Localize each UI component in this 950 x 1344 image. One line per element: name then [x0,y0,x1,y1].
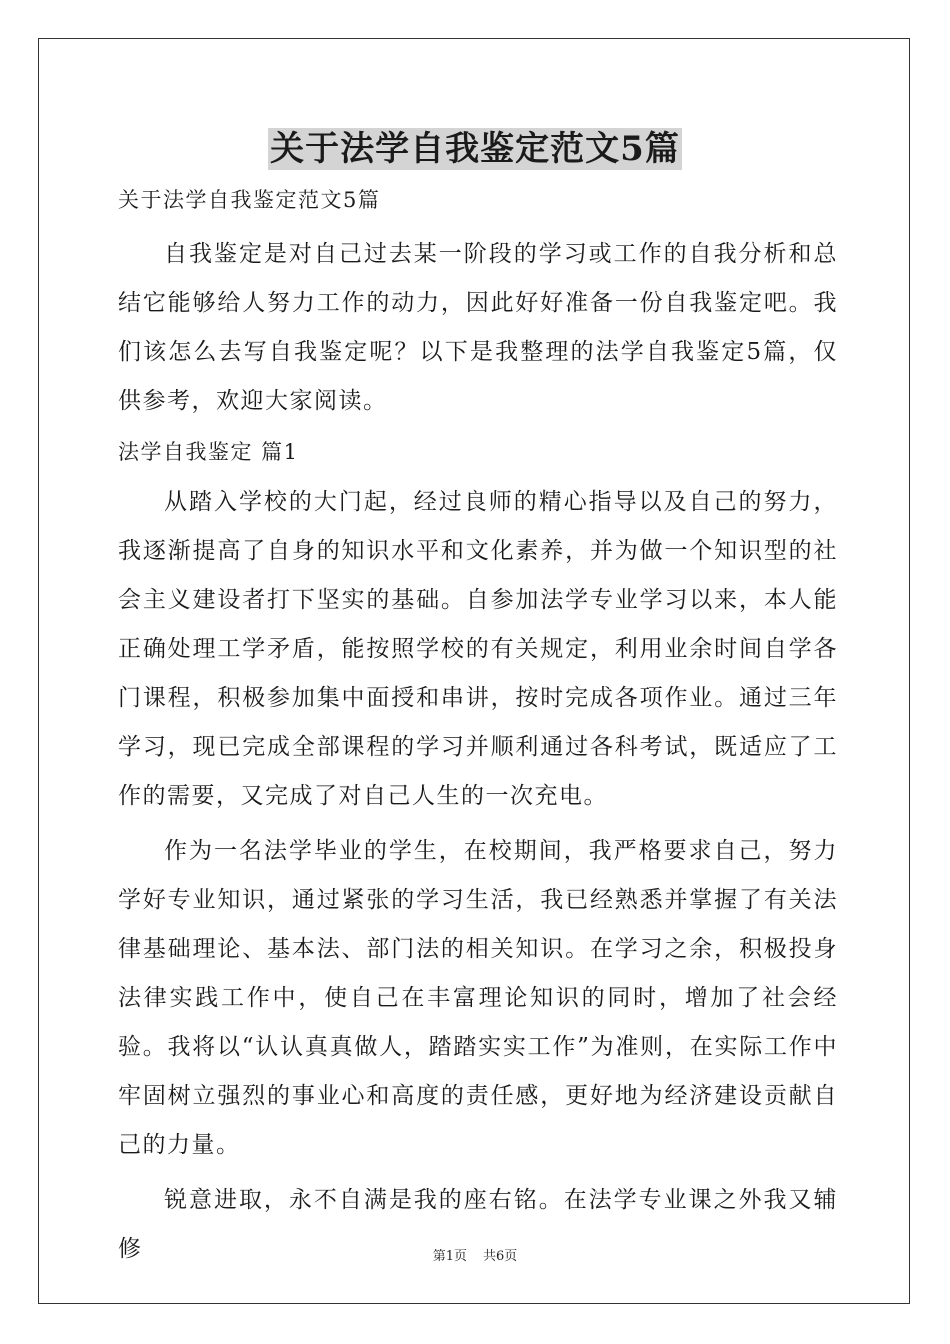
document-body [118,180,838,1280]
title-container [0,128,950,170]
document-title: 关于法学自我鉴定范文5篇 [270,129,680,169]
body-paragraph: 锐意进取，永不自满是我的座右铭。在法学专业课之外我又辅修 [118,1187,838,1262]
body-paragraph: 从踏入学校的大门起，经过良师的精心指导以及自己的努力，我逐渐提高了自身的知识水平和文化素养，并为做一个知识型的社会主义建设者打下坚实的基础。自参加法学专业学习以来，本人能正确处理工学矛盾，能按照学校的有关规定，利用业余时间自学各门课程，积极参加集中面授和串讲，按时完成各项作业。通过三年学习，现已完成全部课程的学习并顺利通过各科考试，既适应了工作的需要，又完成了对自己人生的一次充电。 [118,489,838,809]
document-subtitle: 关于法学自我鉴定范文5篇 [118,188,381,212]
intro-paragraph: 自我鉴定是对自己过去某一阶段的学习或工作的自我分析和总结它能够给人努力工作的动力，因此好好准备一份自我鉴定吧。我们该怎么去写自我鉴定呢？以下是我整理的法学自我鉴定5篇，仅供参考，欢迎大家阅读。 [118,241,838,414]
section-heading: 法学自我鉴定 篇1 [118,440,299,464]
page-footer [0,1248,950,1266]
page-number: 第1页 [432,1249,467,1264]
body-paragraph: 作为一名法学毕业的学生，在校期间，我严格要求自己，努力学好专业知识，通过紧张的学习生活，我已经熟悉并掌握了有关法律基础理论、基本法、部门法的相关知识。在学习之余，积极投身法律实践工作中，使自己在丰富理论知识的同时，增加了社会经验。我将以“认认真真做人，踏踏实实工作”为准则，在实际工作中牢固树立强烈的事业心和高度的责任感，更好地为经济建设贡献自己的力量。 [118,838,838,1158]
page-total: 共6页 [483,1249,518,1264]
